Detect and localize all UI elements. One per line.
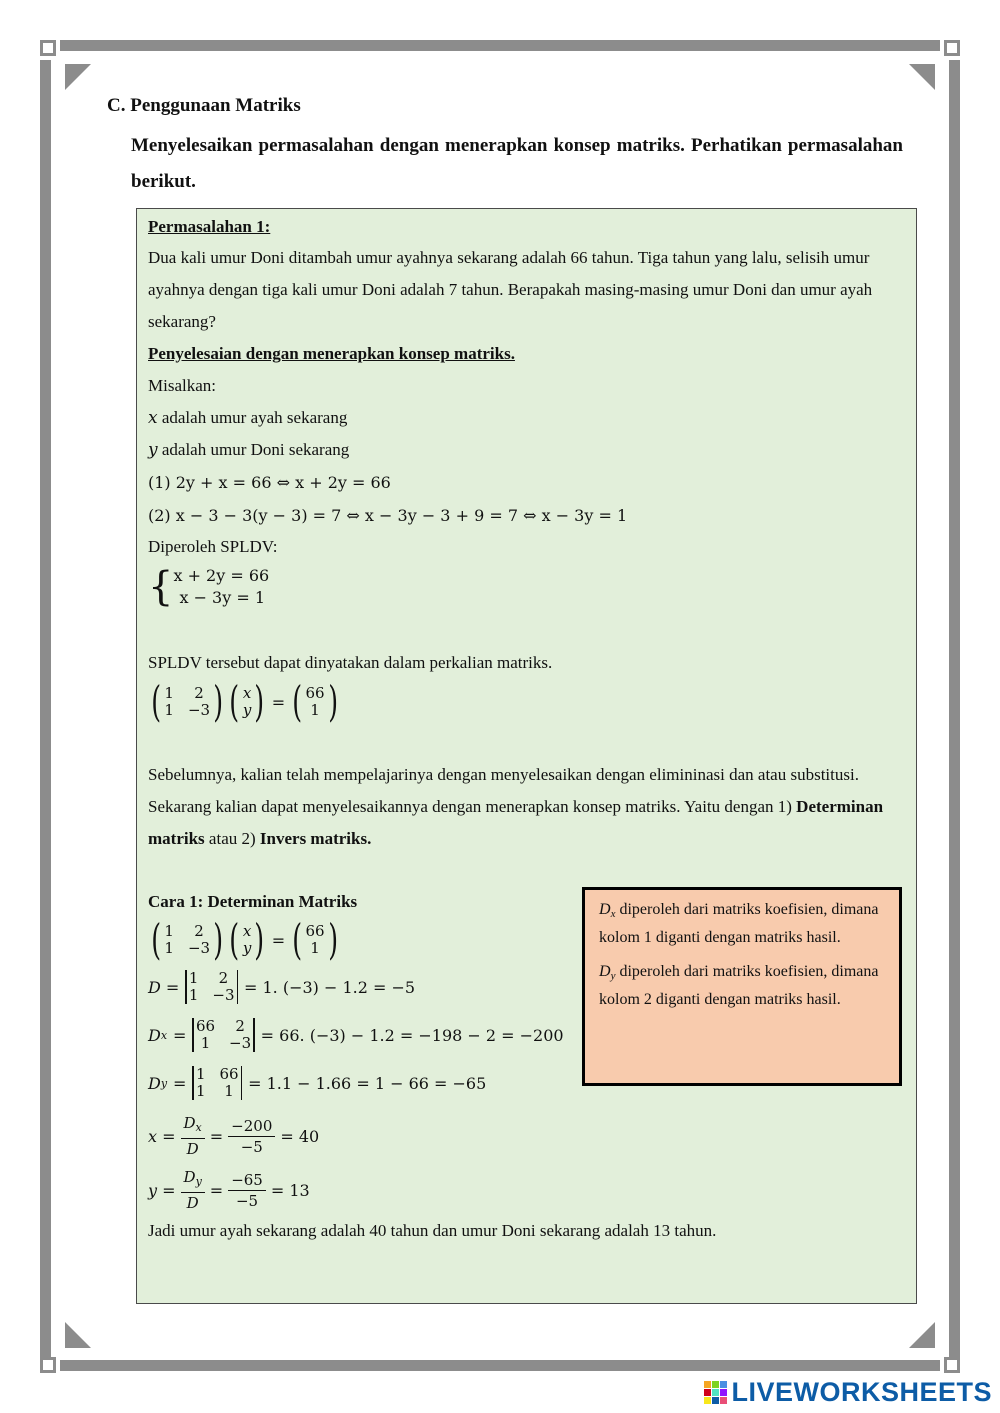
section-title: C. Penggunaan Matriks [107, 95, 301, 116]
note-dx [599, 898, 885, 950]
logo-grid-cell [704, 1397, 711, 1404]
matrix-cell: −3 [187, 701, 211, 719]
y-lhs: y = [148, 1180, 176, 1200]
logo-grid-cell [704, 1389, 711, 1396]
matrix-cell: x [242, 922, 252, 940]
matrix-equals: = [271, 692, 286, 712]
matrix-cell: 2 [194, 684, 204, 702]
x-lhs: x = [148, 1126, 176, 1146]
det-cell: 1 [188, 986, 199, 1004]
matrix-cell: 1 [164, 684, 174, 702]
frac-num: D [183, 1168, 196, 1186]
y-definition [148, 440, 349, 460]
matrix-cell: y [242, 939, 252, 957]
det-bar-icon [185, 970, 187, 1004]
det-cell: 2 [235, 1017, 245, 1035]
matrix-cell: −3 [187, 939, 211, 957]
y-description: adalah umur Doni sekarang [161, 440, 350, 459]
det-cell: 1 [195, 1082, 206, 1100]
y-fraction-2 [228, 1170, 266, 1211]
frac-num: −65 [228, 1170, 266, 1191]
note-dx-sub: x [610, 908, 616, 920]
y-eq2: = [209, 1180, 224, 1200]
frame-bottom [60, 1360, 940, 1371]
note-box [582, 887, 902, 1086]
note-dy [599, 960, 885, 1012]
note-dy-sub: y [610, 970, 616, 982]
Dy-sub: y [160, 1076, 168, 1090]
D-calc: = 1. (−3) − 1.2 = −5 [244, 977, 416, 997]
frac-den: D [186, 1194, 199, 1212]
solution-heading: Penyelesaian dengan menerapkan konsep matriks. [148, 344, 515, 363]
paren-open-icon: ( [151, 677, 162, 726]
det-bar-icon [192, 1066, 194, 1100]
system-eq-2: x − 3y = 1 [179, 588, 266, 607]
methods-text-2: atau 2) [204, 829, 260, 848]
method-determinant: Determinan matriks [148, 797, 884, 848]
x-fraction-1 [181, 1113, 205, 1159]
section-intro: Menyelesaikan permasalahan dengan menerapkan konsep matriks. Perhatikan permasalahan berikut. [131, 135, 903, 192]
logo-grid-cell [720, 1389, 727, 1396]
system-brace: { [148, 564, 174, 610]
matrix-cell: 2 [194, 922, 204, 940]
det-bar-icon [192, 1018, 194, 1052]
frame-triangle-tl [65, 64, 91, 90]
matrix-intro: SPLDV tersebut dapat dinyatakan dalam perkalian matriks. [148, 653, 553, 672]
conclusion: Jadi umur ayah sekarang adalah 40 tahun dan umur Doni sekarang adalah 13 tahun. [148, 1221, 717, 1240]
matrix-cell: 1 [310, 701, 320, 719]
x-eq2: = [209, 1126, 224, 1146]
methods-paragraph [148, 759, 900, 855]
frac-num-sub: y [195, 1175, 202, 1188]
cara1-matrix-equation [148, 915, 341, 964]
y-solution [148, 1167, 310, 1213]
x-variable: x [148, 408, 158, 428]
matrix-equals: = [271, 930, 286, 950]
logo-grid-cell [712, 1389, 719, 1396]
frac-num: −200 [228, 1116, 275, 1137]
logo-text: LIVEWORKSHEETS [731, 1376, 992, 1407]
matrix-cell: 1 [310, 939, 320, 957]
paren-close-icon: ) [213, 915, 224, 964]
paren-open-icon: ( [151, 915, 162, 964]
methods-text-1: Sebelumnya, kalian telah mempelajarinya dengan menyelesaikan dengan elimininasi dan atau substitusi. Sekarang kalian dapat menyelesaikannya dengan menerapkan konsep matriks. Yaitu dengan 1) [148, 765, 859, 816]
det-cell: 1 [195, 1065, 206, 1083]
Dx-sub: x [160, 1028, 168, 1042]
frame-triangle-bl [65, 1322, 91, 1348]
det-cell: 1 [188, 969, 199, 987]
determinant-Dy [148, 1066, 486, 1100]
paren-close-icon: ) [254, 677, 265, 726]
x-solution [148, 1113, 319, 1159]
det-cell: −3 [212, 986, 235, 1004]
matrix-cell: 66 [305, 684, 325, 702]
frac-num: D [183, 1114, 196, 1132]
Dx-calc: = 66. (−3) − 1.2 = −198 − 2 = −200 [260, 1025, 564, 1045]
det-cell: 1 [200, 1034, 211, 1052]
logo-grid-cell [720, 1397, 727, 1404]
matrix-cell: 1 [164, 701, 174, 719]
matrix-cell: x [242, 684, 252, 702]
logo-grid-icon [704, 1381, 727, 1404]
matrix-cell: y [242, 701, 252, 719]
det-bar-icon [237, 970, 239, 1004]
liveworksheets-logo [704, 1377, 992, 1407]
determinant-Dx [148, 1018, 564, 1052]
frac-den: −5 [235, 1191, 259, 1210]
let-label: Misalkan: [148, 376, 216, 395]
cara1-heading: Cara 1: Determinan Matriks [148, 892, 358, 911]
frame-triangle-tr [909, 64, 935, 90]
Dy-eq: = [173, 1073, 187, 1093]
frac-den: −5 [240, 1137, 263, 1156]
note-dx-text: diperoleh dari matriks koefisien, dimana kolom 1 diganti dengan matriks hasil. [599, 901, 879, 946]
frame-left [40, 60, 51, 1360]
paren-open-icon: ( [292, 677, 303, 726]
frame-top [60, 40, 940, 51]
matrix-cell: 1 [164, 922, 174, 940]
note-dx-symbol: D [599, 901, 611, 918]
det-bar-icon [241, 1066, 243, 1100]
det-cell: 66 [195, 1017, 216, 1035]
frame-corner-bl [40, 1357, 56, 1373]
frac-num-sub: x [195, 1121, 202, 1134]
paren-open-icon: ( [292, 915, 303, 964]
logo-grid-cell [704, 1381, 711, 1388]
Dx-label: D [148, 1025, 161, 1045]
matrix-cell: 66 [305, 922, 325, 940]
det-cell: 1 [224, 1082, 234, 1100]
logo-grid-cell [720, 1381, 727, 1388]
logo-grid-cell [712, 1397, 719, 1404]
matrix-cell: 1 [164, 939, 174, 957]
paren-close-icon: ) [213, 677, 224, 726]
x-result: = 40 [280, 1126, 320, 1146]
equation-2: (2) x − 3 − 3(y − 3) = 7 ⇔ x − 3y − 3 + 9 = 7 ⇔ x − 3y = 1 [148, 506, 628, 525]
matrix-equation [148, 677, 341, 726]
note-dy-text: diperoleh dari matriks koefisien, dimana kolom 2 diganti dengan matriks hasil. [599, 963, 879, 1008]
det-bar-icon [253, 1018, 255, 1052]
det-cell: −3 [229, 1034, 252, 1052]
logo-grid-cell [712, 1381, 719, 1388]
paren-close-icon: ) [254, 915, 265, 964]
equation-system [148, 565, 269, 609]
spldv-label: Diperoleh SPLDV: [148, 537, 278, 556]
frame-corner-tl [40, 40, 56, 56]
paren-open-icon: ( [229, 915, 240, 964]
Dy-label: D [148, 1073, 161, 1093]
frame-corner-br [944, 1357, 960, 1373]
paren-close-icon: ) [327, 915, 338, 964]
paren-close-icon: ) [327, 677, 338, 726]
det-cell: 66 [219, 1065, 239, 1083]
frame-right [949, 60, 960, 1360]
x-definition [148, 408, 347, 428]
system-eq-1: x + 2y = 66 [173, 566, 270, 585]
frac-den: D [186, 1140, 199, 1158]
y-fraction-1 [181, 1167, 205, 1213]
problem-text: Dua kali umur Doni ditambah umur ayahnya sekarang adalah 66 tahun. Tiga tahun yang lalu, selisih umur ayahnya dengan tiga kali umur Doni adalah 7 tahun. Berapakah masing-masing umur Doni dan umur ayah sekarang? [148, 248, 873, 331]
det-cell: 2 [218, 969, 229, 987]
paren-open-icon: ( [229, 677, 240, 726]
x-description: adalah umur ayah sekarang [161, 408, 348, 427]
y-result: = 13 [270, 1180, 310, 1200]
D-label: D = [148, 977, 180, 997]
determinant-D [148, 970, 415, 1004]
equation-1: (1) 2y + x = 66 ⇔ x + 2y = 66 [148, 473, 391, 492]
frame-triangle-br [909, 1322, 935, 1348]
x-fraction-2 [228, 1116, 275, 1157]
y-variable: y [148, 440, 158, 460]
Dy-calc: = 1.1 − 1.66 = 1 − 66 = −65 [248, 1073, 487, 1093]
note-dy-symbol: D [599, 963, 611, 980]
frame-corner-tr [944, 40, 960, 56]
problem-heading: Permasalahan 1: [148, 217, 271, 236]
Dx-eq: = [173, 1025, 187, 1045]
method-inverse: Invers matriks. [259, 829, 372, 848]
